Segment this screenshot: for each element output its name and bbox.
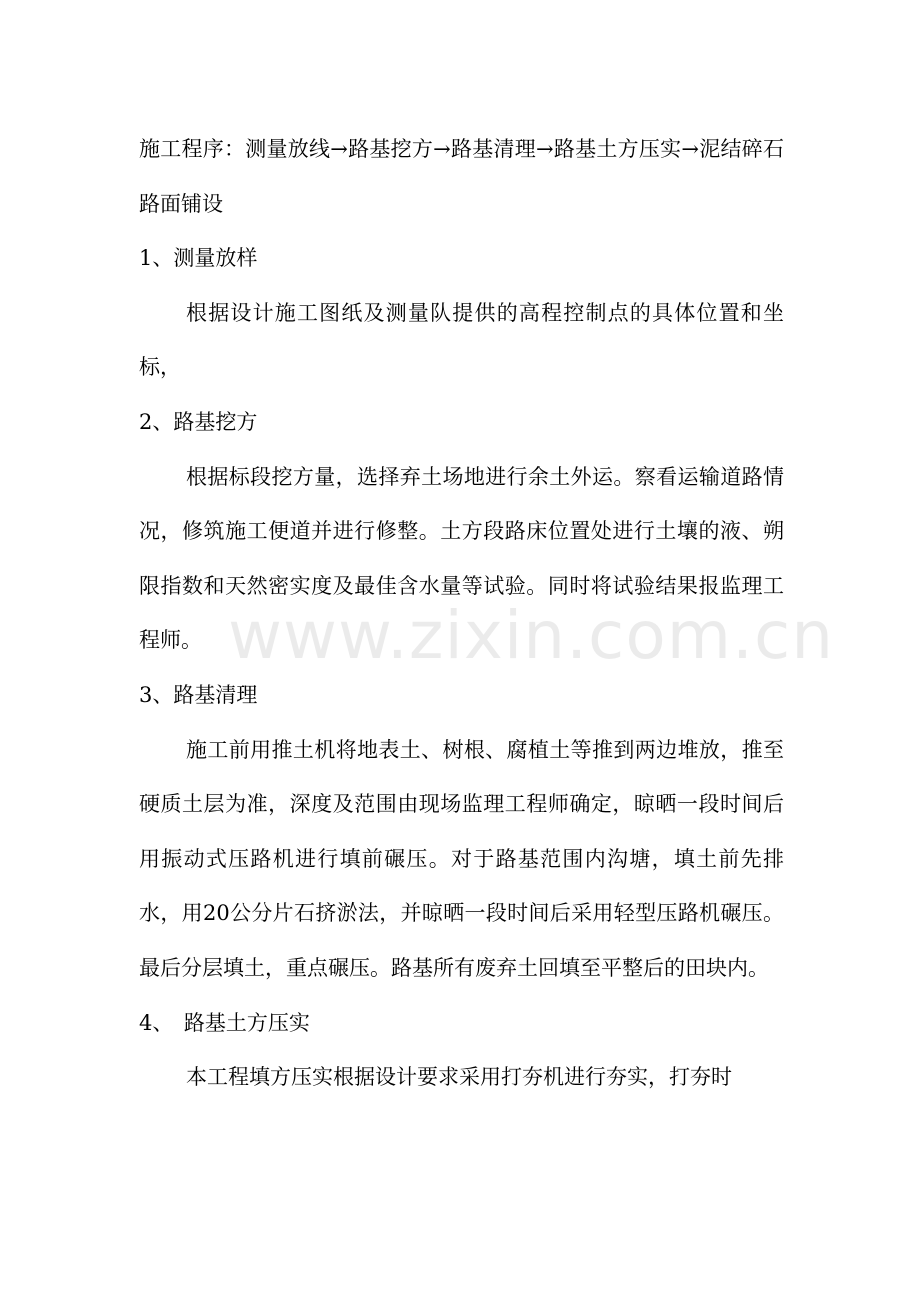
section-heading-excavation: 2、路基挖方	[139, 409, 258, 434]
section-heading-survey: 1、测量放样	[139, 246, 258, 271]
section-heading-compaction: 4、 路基土方压实	[139, 1010, 310, 1035]
section-body-excavation: 根据标段挖方量，选择弃土场地进行余土外运。察看运输道路情况，修筑施工便道并进行修整。土方段路床位置处进行土壤的液、朔限指数和天然密实度及最佳含水量等试验。同时将试验结果报监理工程师。	[139, 464, 784, 653]
procedure-intro: 施工程序：测量放线→路基挖方→路基清理→路基土方压实→泥结碎石路面铺设	[139, 137, 784, 216]
watermark-text: www.zixin.com.cn	[228, 597, 835, 674]
section-heading-clearing: 3、路基清理	[139, 682, 258, 707]
section-body-survey: 根据设计施工图纸及测量队提供的高程控制点的具体位置和坐标，	[139, 300, 784, 380]
section-body-compaction: 本工程填方压实根据设计要求采用打夯机进行夯实，打夯时	[186, 1065, 732, 1090]
section-body-clearing: 施工前用推土机将地表土、树根、腐植土等推到两边堆放，推至硬质土层为准，深度及范围由现场监理工程师确定，晾晒一段时间后用振动式压路机进行填前碾压。对于路基范围内沟塘，填土前先排水，用20公分片石挤淤法，并晾晒一段时间后采用轻型压路机碾压。最后分层填土，重点碾压。路基所有废弃土回填至平整后的田块内。	[139, 737, 784, 980]
